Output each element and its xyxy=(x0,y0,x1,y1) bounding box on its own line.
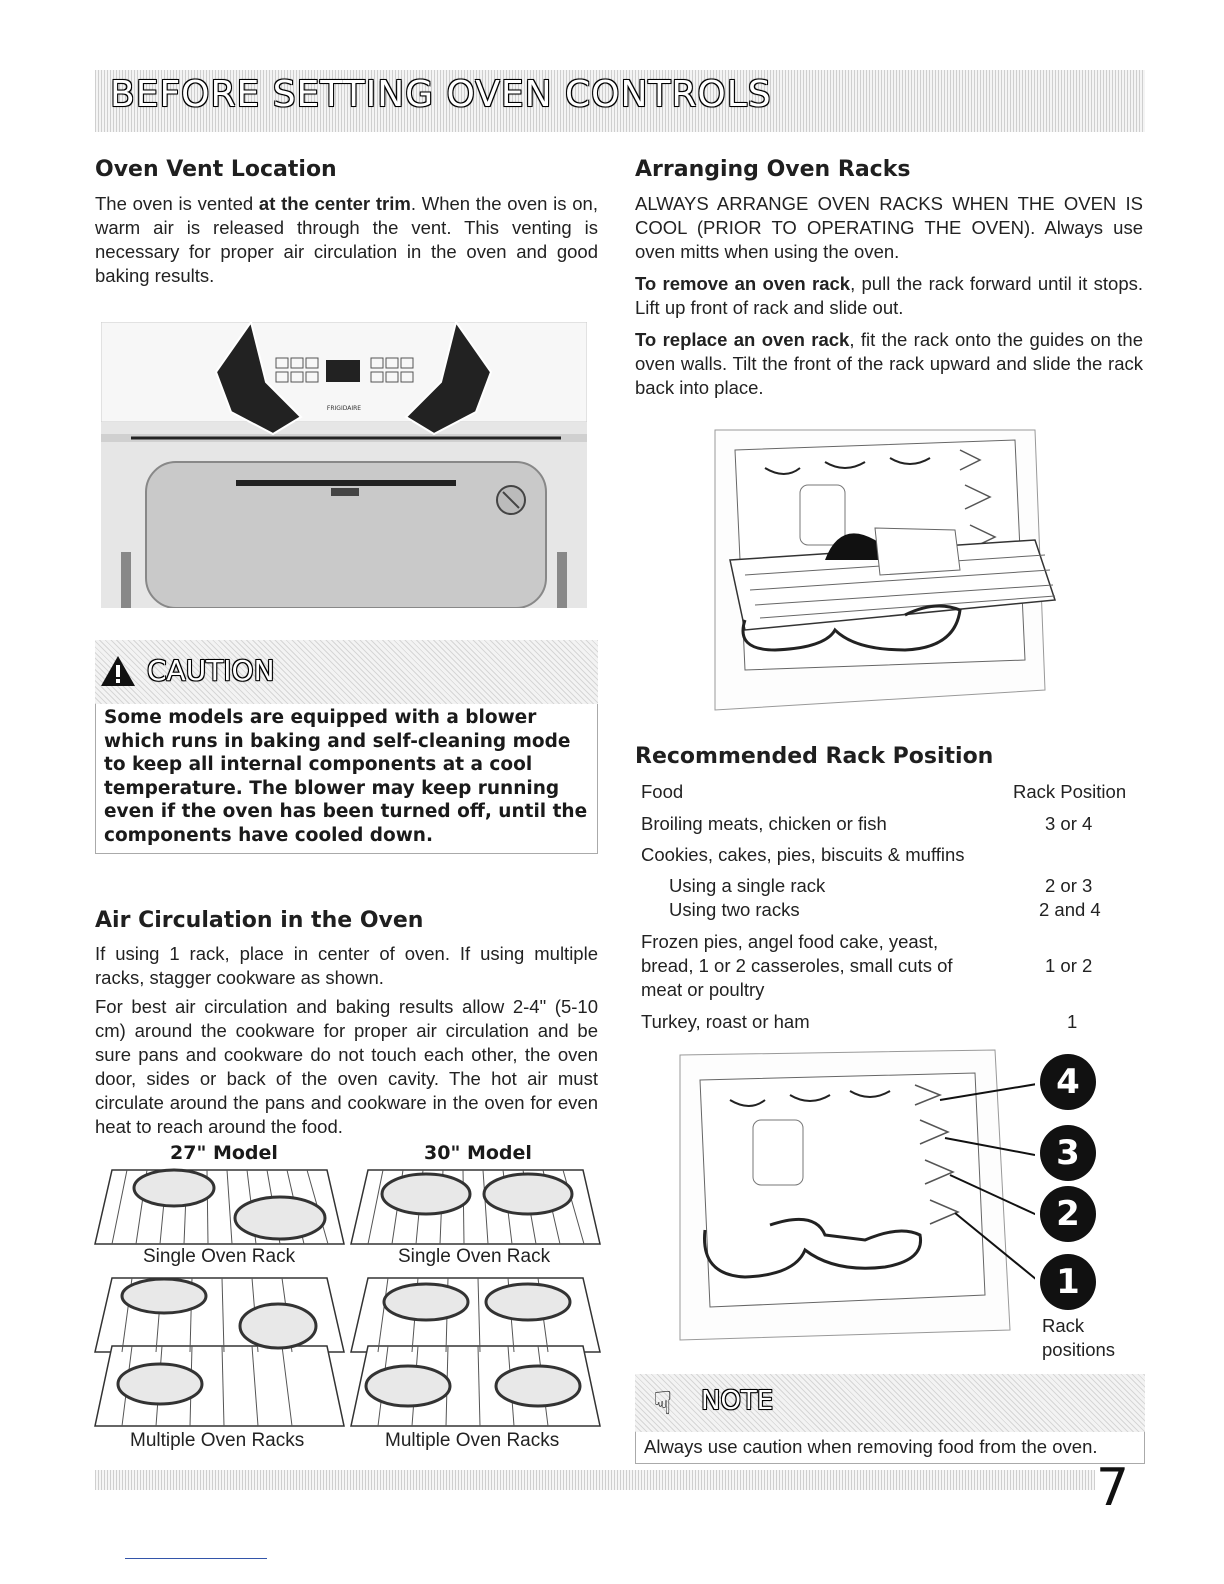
rack-27-multi-illustration xyxy=(92,1274,347,1434)
warning-icon xyxy=(99,654,137,688)
rack-30-multi-illustration xyxy=(348,1274,603,1434)
table-row xyxy=(641,1010,1151,1040)
multi-rack-30-caption: Multiple Oven Racks xyxy=(385,1430,560,1451)
row-food: Turkey, roast or ham xyxy=(641,1011,810,1032)
row-position: 2 and 4 xyxy=(1039,899,1101,920)
row-food: Cookies, cakes, pies, biscuits & muffins xyxy=(641,844,965,865)
vent-text-end: . When the oven is on, warm air is released through the vent. This venting is necessary for proper air circulation in the oven and good baking results. xyxy=(95,193,598,286)
note-title: NOTE xyxy=(701,1386,774,1416)
rack-27-single-illustration xyxy=(92,1166,347,1252)
oven-vent-illustration xyxy=(101,322,587,608)
rack-position-table xyxy=(641,780,1151,1040)
panel-brand-text: FRIGIDAIRE xyxy=(326,405,362,412)
rack-30-single-illustration xyxy=(348,1166,603,1252)
page-title: BEFORE SETTING OVEN CONTROLS xyxy=(110,74,772,115)
caution-title: CAUTION xyxy=(147,654,275,687)
note-header xyxy=(635,1374,1145,1432)
replace-rack-text: , fit the rack onto the guides on the oven walls. Tilt the front of the rack upward and slide the rack back into place. xyxy=(635,329,1143,398)
rack-position-column-header: Rack Position xyxy=(1013,781,1127,802)
vent-paragraph xyxy=(95,192,598,288)
row-food: Frozen pies, angel food cake, yeast, bread, 1 or 2 casseroles, small cuts of meat or poultry xyxy=(641,931,953,1000)
caution-body xyxy=(95,704,598,854)
rack-position-badge-1: 1 xyxy=(1040,1254,1096,1310)
remove-rack-bold: To remove an oven rack xyxy=(635,273,851,294)
caution-header xyxy=(95,640,598,704)
table-row xyxy=(641,930,1151,1010)
recommended-heading: Recommended Rack Position xyxy=(635,744,994,769)
replace-rack-paragraph xyxy=(635,328,1143,400)
single-rack-30-caption: Single Oven Rack xyxy=(398,1246,551,1267)
table-row xyxy=(641,812,1151,843)
replace-rack-bold: To replace an oven rack xyxy=(635,329,850,350)
remove-rack-text: , pull the rack forward until it stops. Lift up front of rack and slide out. xyxy=(635,273,1143,318)
rack-label: Rack xyxy=(1042,1315,1085,1336)
food-column-header: Food xyxy=(641,781,684,802)
table-row xyxy=(641,843,1151,874)
row-food: Using two racks xyxy=(669,899,800,920)
row-position: 3 or 4 xyxy=(1045,813,1093,834)
note-hand-icon: ☟ xyxy=(653,1384,673,1422)
vent-heading: Oven Vent Location xyxy=(95,157,337,182)
air-paragraph-2: For best air circulation and baking results allow 2-4" (5-10 cm) around the cookware for proper air circulation and be sure pans and cookware do not touch each other, the oven door, sides or back of the oven cavity. The hot air must circulate around the pans and cookware in the oven for even heat to reach around the food. xyxy=(95,996,598,1137)
multi-rack-27-caption: Multiple Oven Racks xyxy=(130,1430,305,1451)
rack-position-badge-4: 4 xyxy=(1040,1054,1096,1110)
row-position: 2 or 3 xyxy=(1045,875,1093,896)
footer-bar xyxy=(95,1470,1095,1490)
row-food: Broiling meats, chicken or fish xyxy=(641,813,887,834)
single-rack-27-caption: Single Oven Rack xyxy=(143,1246,296,1267)
oven-rack-illustration xyxy=(705,410,1065,724)
model-27-label: 27" Model xyxy=(170,1142,278,1164)
caution-text: Some models are equipped with a blower which runs in baking and self-cleaning mode to keep all internal components at a cool temperature. The blower may keep running even if the oven has been turned off, until the components have cooled down. xyxy=(104,707,588,846)
table-row xyxy=(641,874,1151,898)
air-paragraph-1: If using 1 rack, place in center of oven. If using multiple racks, stagger cookware as shown. xyxy=(95,943,598,988)
arranging-paragraph: ALWAYS ARRANGE OVEN RACKS WHEN THE OVEN IS COOL (PRIOR TO OPERATING THE OVEN). Always use oven mitts when using the oven. xyxy=(635,193,1143,262)
row-position: 1 or 2 xyxy=(1045,955,1093,976)
table-header-row xyxy=(641,780,1151,812)
remove-rack-paragraph xyxy=(635,272,1143,320)
vent-text-start: The oven is vented xyxy=(95,193,259,214)
table-row xyxy=(641,898,1151,930)
note-text: Always use caution when removing food from the oven. xyxy=(644,1436,1098,1457)
rack-position-badge-3: 3 xyxy=(1040,1125,1096,1181)
rack-position-badge-2: 2 xyxy=(1040,1186,1096,1242)
row-food: Using a single rack xyxy=(669,875,826,896)
model-30-label: 30" Model xyxy=(424,1142,532,1164)
air-heading: Air Circulation in the Oven xyxy=(95,908,424,933)
vent-text-bold: at the center trim xyxy=(258,193,411,214)
rack-positions-illustration xyxy=(675,1045,1035,1349)
note-body xyxy=(635,1432,1145,1464)
row-position: 1 xyxy=(1067,1011,1078,1032)
bottom-rule xyxy=(125,1558,267,1559)
page-number: 7 xyxy=(1096,1458,1130,1518)
arranging-heading: Arranging Oven Racks xyxy=(635,157,911,182)
positions-label: positions xyxy=(1042,1339,1116,1360)
